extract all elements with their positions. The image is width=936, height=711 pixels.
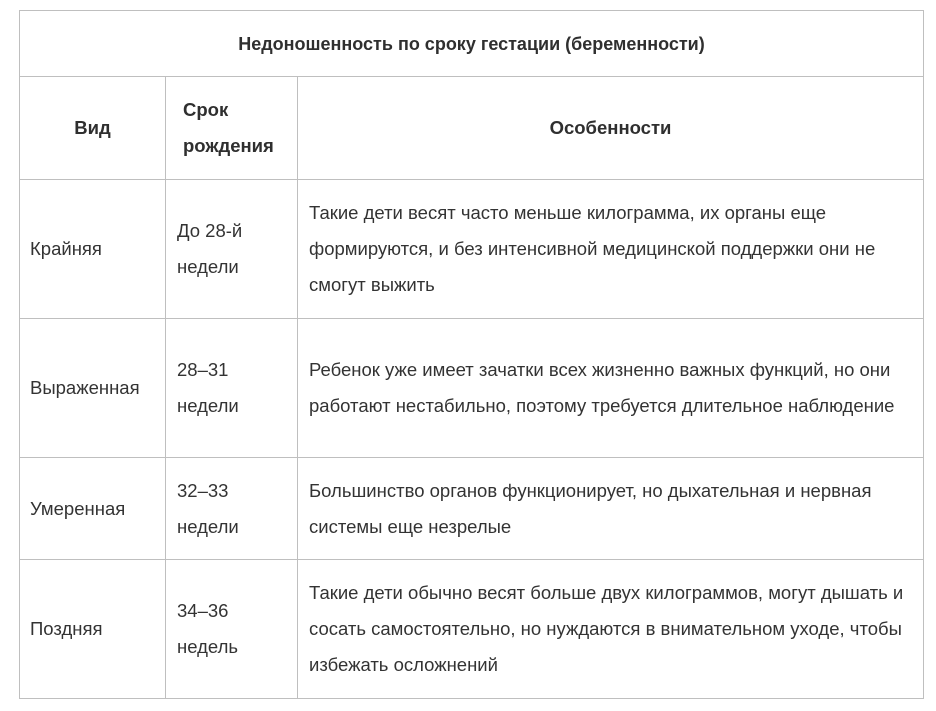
row-term: До 28-й недели — [166, 180, 298, 319]
row-type: Поздняя — [20, 560, 166, 699]
table-row — [20, 180, 924, 319]
row-desc: Такие дети обычно весят больше двух килограммов, могут дышать и сосать самостоятельно, но нуждаются в внимательном уходе, чтобы избежать осложнений — [298, 560, 924, 699]
row-type: Умеренная — [20, 458, 166, 560]
table-title: Недоношенность по сроку гестации (беременности) — [20, 11, 924, 77]
row-term: 34–36 недель — [166, 560, 298, 699]
header-type: Вид — [20, 77, 166, 180]
row-desc: Такие дети весят часто меньше килограмма, их органы еще формируются, и без интенсивной медицинской поддержки они не смогут выжить — [298, 180, 924, 319]
header-term: Срок рождения — [166, 77, 298, 180]
table-row — [20, 560, 924, 699]
row-type: Крайняя — [20, 180, 166, 319]
table-title-row — [20, 11, 924, 77]
row-term: 28–31 недели — [166, 319, 298, 458]
row-term: 32–33 недели — [166, 458, 298, 560]
row-desc: Ребенок уже имеет зачатки всех жизненно важных функций, но они работают нестабильно, поэтому требуется длительное наблюдение — [298, 319, 924, 458]
table-header-row — [20, 77, 924, 180]
row-desc: Большинство органов функционирует, но дыхательная и нервная системы еще незрелые — [298, 458, 924, 560]
table-row — [20, 319, 924, 458]
prematurity-table — [19, 10, 924, 699]
row-type: Выраженная — [20, 319, 166, 458]
table-row — [20, 458, 924, 560]
header-desc: Особенности — [298, 77, 924, 180]
prematurity-table-container — [19, 10, 923, 699]
